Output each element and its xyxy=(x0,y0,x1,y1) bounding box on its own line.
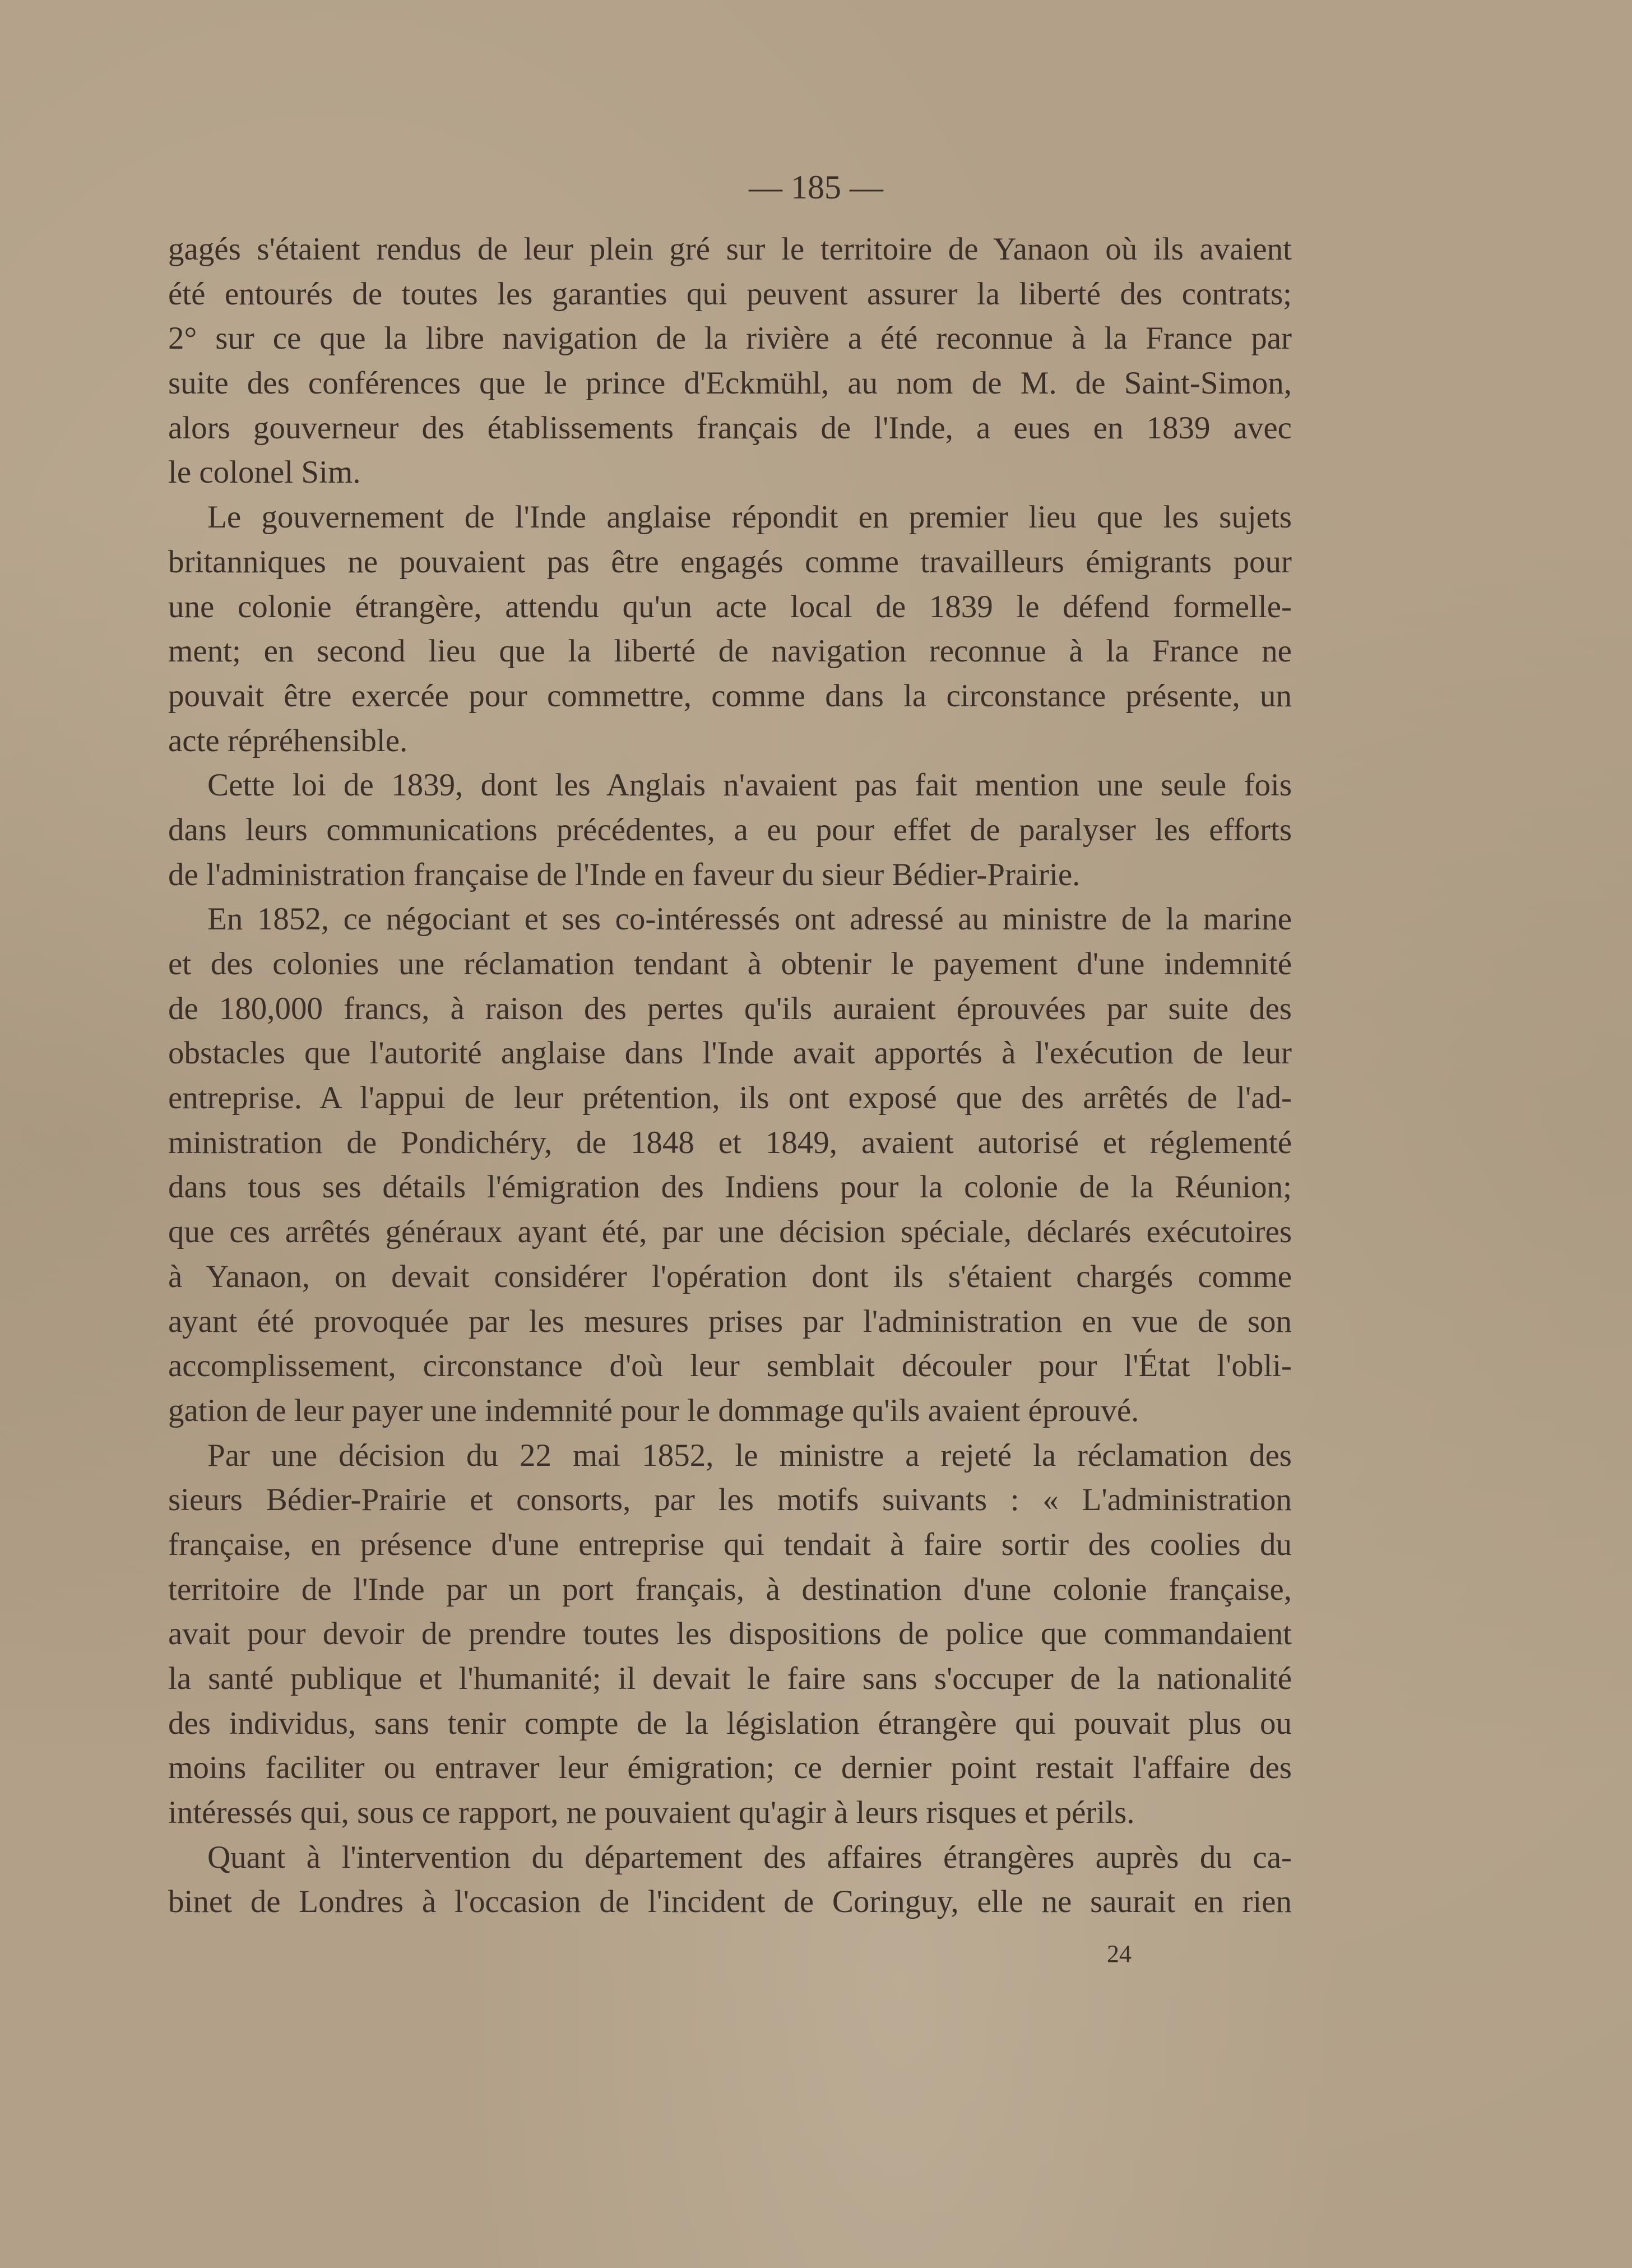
text-line: que ces arrêtés généraux ayant été, par une décision spéciale, déclarés exécutoires xyxy=(168,1214,1292,1250)
text-line: avait pour devoir de prendre toutes les dispositions de police que commandaient xyxy=(168,1616,1292,1652)
text-line: territoire de l'Inde par un port français, à destination d'une colonie française, xyxy=(168,1571,1292,1607)
text-line: de 180,000 francs, à raison des pertes qu'ils auraient éprouvées par suite des xyxy=(168,990,1292,1026)
paragraph xyxy=(168,897,1292,1433)
text-line: suite des conférences que le prince d'Eckmühl, au nom de M. de Saint-Simon, xyxy=(168,365,1292,401)
paragraph xyxy=(168,227,1292,495)
text-line: et des colonies une réclamation tendant à obtenir le payement d'une indemnité xyxy=(168,946,1292,982)
text-line: 2° sur ce que la libre navigation de la rivière a été reconnue à la France par xyxy=(168,321,1292,357)
text-line: gation de leur payer une indemnité pour le dommage qu'ils avaient éprouvé. xyxy=(168,1392,1139,1428)
text-line: la santé publique et l'humanité; il devait le faire sans s'occuper de la nationalité xyxy=(168,1661,1292,1696)
text-line: dans leurs communications précédentes, a eu pour effet de paralyser les efforts xyxy=(168,812,1292,848)
text-line: des individus, sans tenir compte de la législation étrangère qui pouvait plus ou xyxy=(168,1705,1292,1741)
text-line: accomplissement, circonstance d'où leur semblait découler pour l'État l'obli- xyxy=(168,1348,1292,1384)
text-line: moins faciliter ou entraver leur émigration; ce dernier point restait l'affaire des xyxy=(168,1750,1292,1786)
text-line: Quant à l'intervention du département des affaires étrangères auprès du ca- xyxy=(207,1839,1292,1875)
text-line: intéressés qui, sous ce rapport, ne pouvaient qu'agir à leurs risques et périls. xyxy=(168,1795,1135,1831)
text-line: ministration de Pondichéry, de 1848 et 1849, avaient autorisé et réglementé xyxy=(168,1124,1292,1160)
text-line: le colonel Sim. xyxy=(168,455,361,490)
text-line: de l'administration française de l'Inde en faveur du sieur Bédier-Prairie. xyxy=(168,857,1081,892)
text-line: pouvait être exercée pour commettre, comme dans la circonstance présente, un xyxy=(168,678,1292,714)
text-line: sieurs Bédier-Prairie et consorts, par les motifs suivants : « L'administration xyxy=(168,1482,1292,1518)
text-line: acte répréhensible. xyxy=(168,723,408,758)
paragraph xyxy=(168,1433,1292,1835)
paragraph xyxy=(168,763,1292,897)
text-line: une colonie étrangère, attendu qu'un acte local de 1839 le défend formelle- xyxy=(168,589,1292,624)
text-line: gagés s'étaient rendus de leur plein gré sur le territoire de Yanaon où ils avaient xyxy=(168,232,1292,267)
text-line: ment; en second lieu que la liberté de navigation reconnue à la France ne xyxy=(168,633,1292,669)
text-line: Le gouvernement de l'Inde anglaise répondit en premier lieu que les sujets xyxy=(207,499,1292,535)
text-line: Par une décision du 22 mai 1852, le ministre a rejeté la réclamation des xyxy=(207,1437,1292,1473)
page-number: — 185 — xyxy=(749,169,883,206)
text-line: dans tous ses détails l'émigration des Indiens pour la colonie de la Réunion; xyxy=(168,1169,1292,1205)
paragraph xyxy=(168,495,1292,763)
text-line: britanniques ne pouvaient pas être engagés comme travailleurs émigrants pour xyxy=(168,544,1292,580)
text-line: à Yanaon, on devait considérer l'opération dont ils s'étaient chargés comme xyxy=(168,1258,1292,1294)
text-line: alors gouverneur des établissements français de l'Inde, a eues en 1839 avec xyxy=(168,410,1292,446)
signature-mark: 24 xyxy=(1107,1940,1132,1968)
body-text xyxy=(168,227,1292,1924)
text-line: été entourés de toutes les garanties qui peuvent assurer la liberté des contrats; xyxy=(168,276,1292,312)
text-line: entreprise. A l'appui de leur prétention, ils ont exposé que des arrêtés de l'ad- xyxy=(168,1080,1292,1116)
text-line: française, en présence d'une entreprise qui tendait à faire sortir des coolies du xyxy=(168,1526,1292,1562)
text-line: obstacles que l'autorité anglaise dans l'Inde avait apportés à l'exécution de leur xyxy=(168,1035,1292,1071)
text-line: ayant été provoquée par les mesures prises par l'administration en vue de son xyxy=(168,1303,1292,1339)
paragraph xyxy=(168,1835,1292,1924)
text-line: En 1852, ce négociant et ses co-intéressés ont adressé au ministre de la marine xyxy=(207,901,1292,937)
text-line: binet de Londres à l'occasion de l'incident de Coringuy, elle ne saurait en rien xyxy=(168,1884,1292,1920)
text-line: Cette loi de 1839, dont les Anglais n'avaient pas fait mention une seule fois xyxy=(207,767,1292,803)
